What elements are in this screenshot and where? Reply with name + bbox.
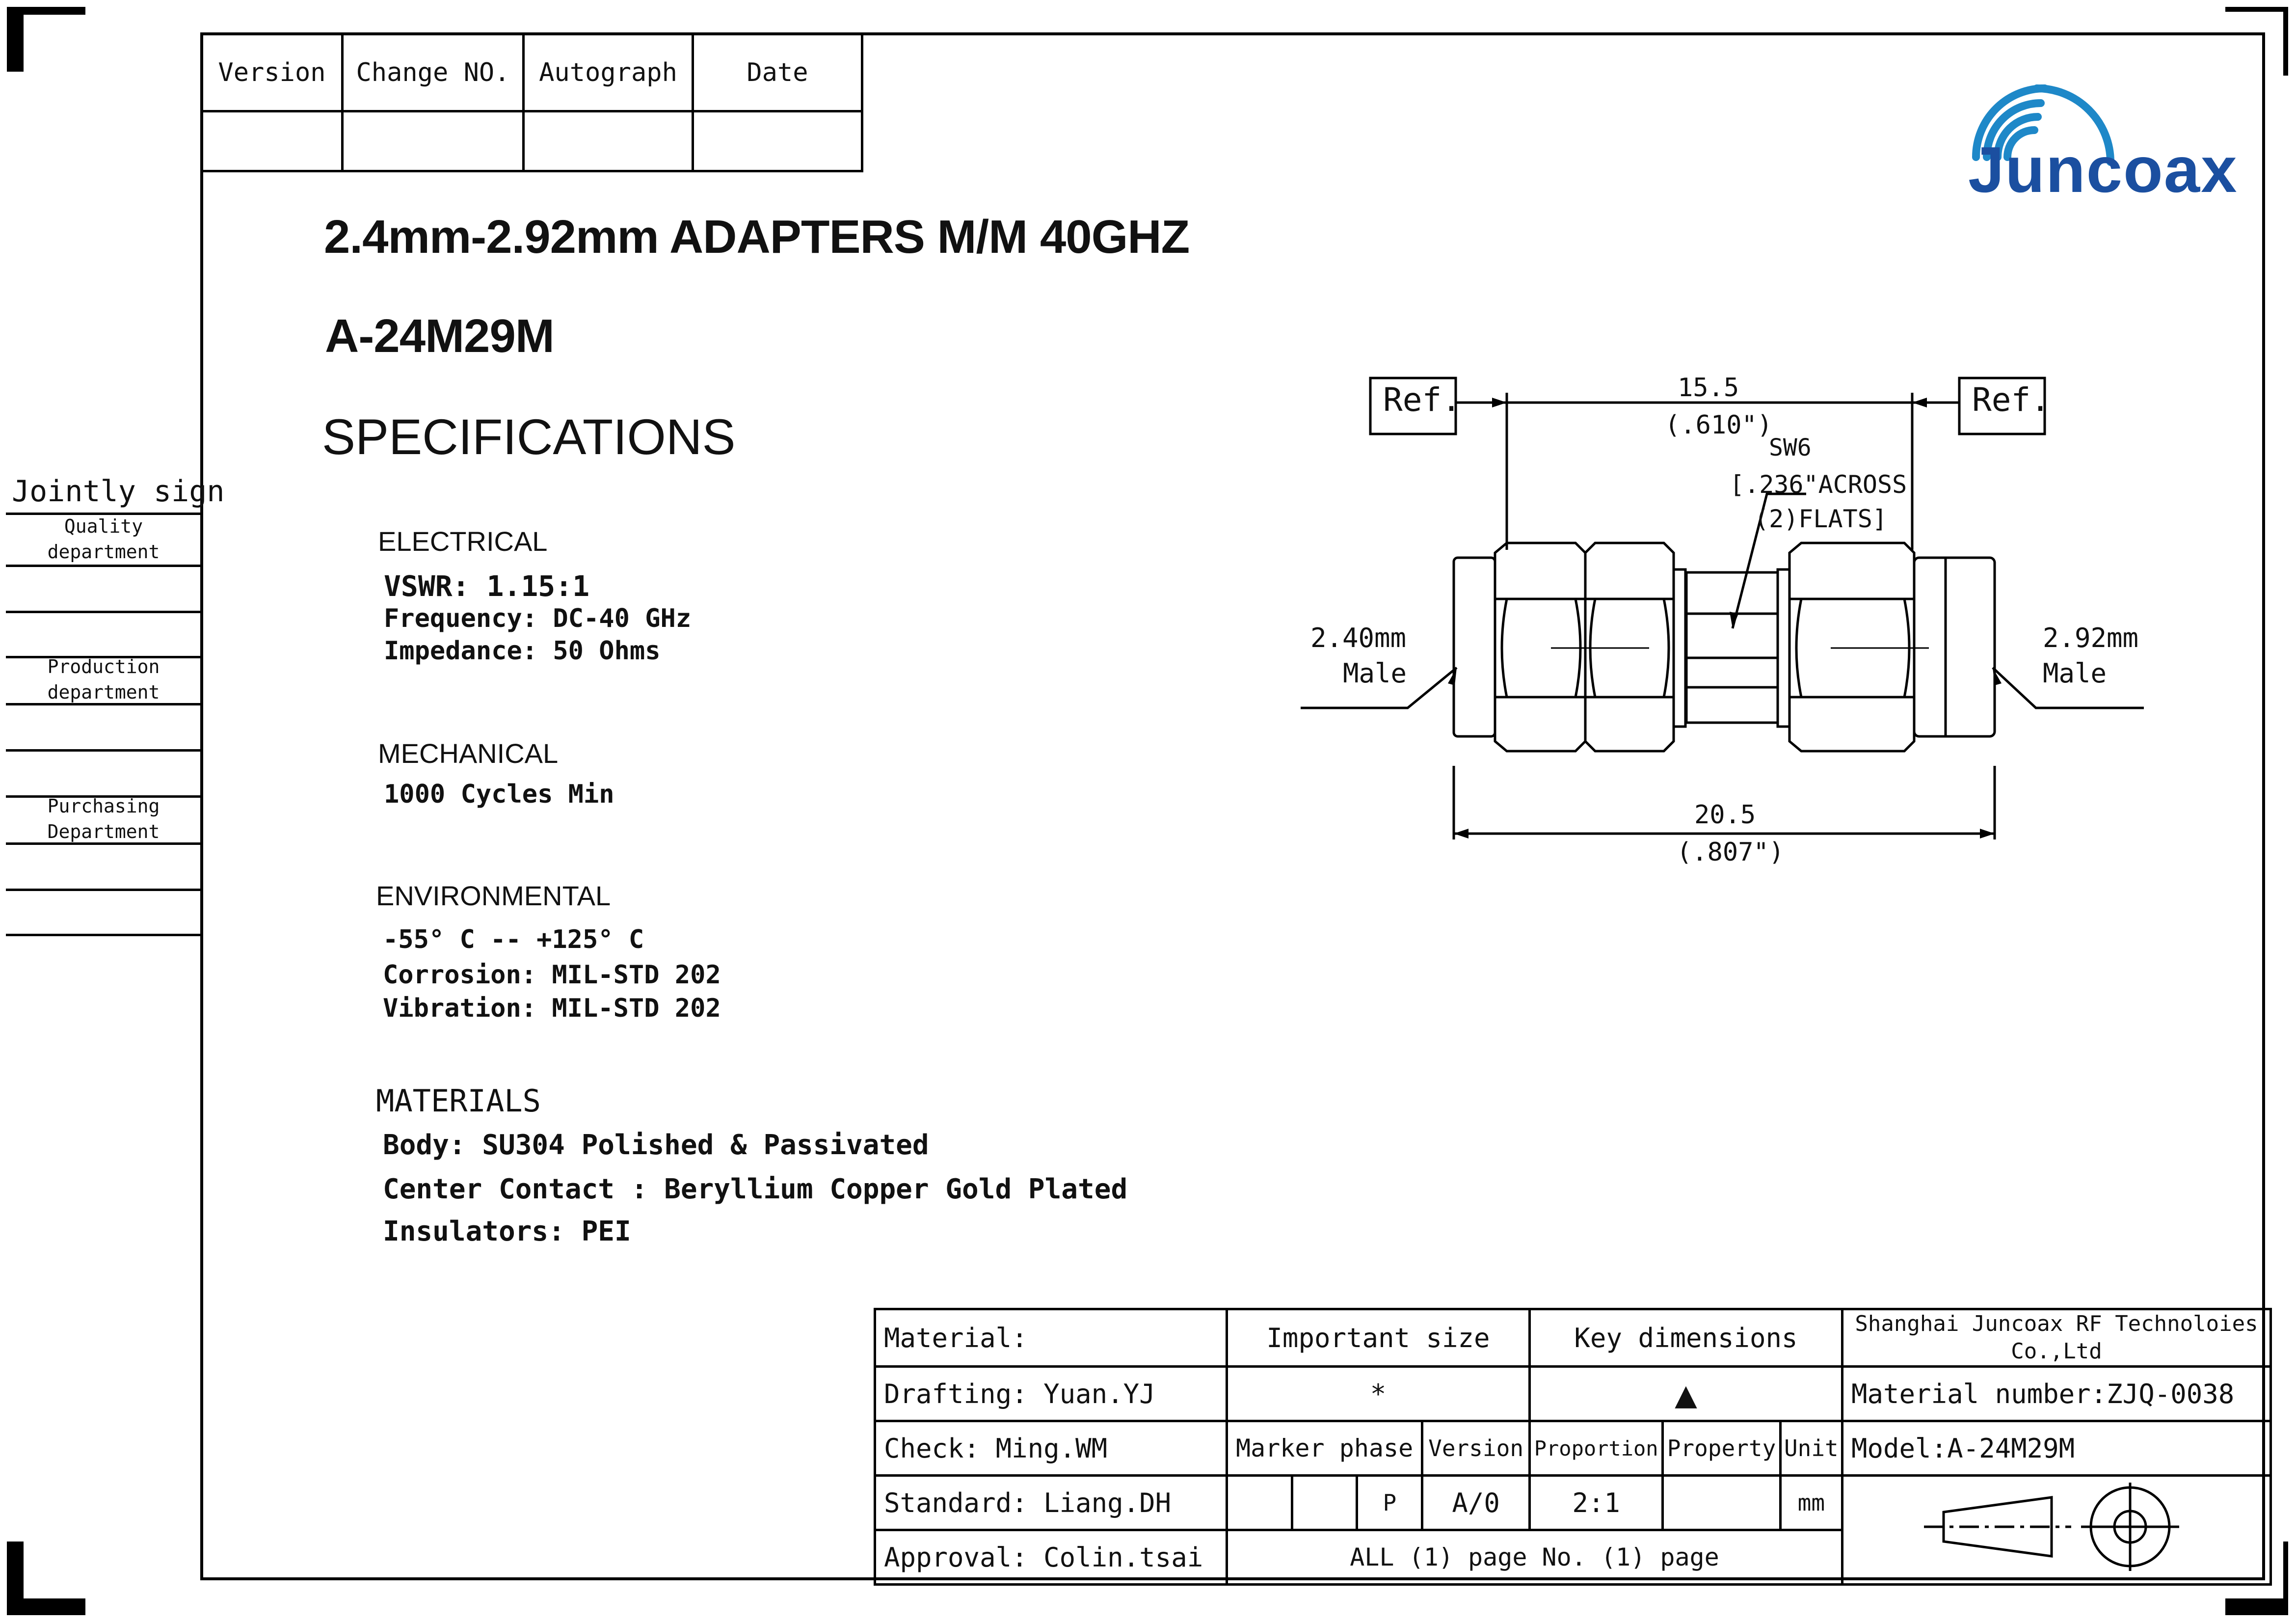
production-department-label (8, 654, 199, 705)
revision-cell (524, 111, 693, 171)
tb-approval: Approval: Colin.tsai (875, 1530, 1227, 1585)
department-line: department (47, 541, 160, 563)
ref-right-label: Ref. (1972, 381, 2050, 419)
tb-proportion-value: 2:1 (1530, 1476, 1663, 1530)
jointly-sign-title: Jointly sign (12, 474, 225, 509)
left-connector-label-1: 2.40mm (1310, 622, 1407, 653)
spec-vibration: Vibration: MIL-STD 202 (383, 994, 721, 1023)
sw-label-1: SW6 (1769, 434, 1812, 461)
department-line: Purchasing (47, 795, 160, 817)
spec-impedance: Impedance: 50 Ohms (384, 636, 661, 666)
purchasing-department-label (8, 793, 199, 844)
spec-body: Body: SU304 Polished & Passivated (383, 1129, 929, 1161)
tb-key-dimensions: Key dimensions (1530, 1309, 1842, 1367)
revision-header-date: Date (693, 34, 862, 111)
materials-heading: MATERIALS (376, 1083, 541, 1119)
spec-vswr: VSWR: 1.15:1 (384, 569, 590, 603)
department-line: Production (47, 656, 160, 677)
part-number: A-24M29M (325, 310, 554, 362)
tb-proportion: Proportion (1530, 1421, 1663, 1476)
left-plug (1454, 558, 1495, 736)
corner-mark-bottom-left-h (7, 1598, 85, 1615)
revision-header-version: Version (202, 34, 343, 111)
specifications-heading: SPECIFICATIONS (322, 409, 736, 465)
mechanical-heading: MECHANICAL (378, 738, 559, 769)
logo-wordmark: Juncoax (1968, 134, 2238, 206)
projection-symbol (1842, 1476, 2271, 1585)
corner-mark-bottom-right-h (2225, 1598, 2288, 1615)
side-divider (6, 889, 200, 891)
triangle-icon: ▲ (1530, 1367, 1842, 1421)
spec-insulators: Insulators: PEI (383, 1216, 631, 1247)
dim-top-in: (.610") (1665, 410, 1773, 440)
spec-cycles: 1000 Cycles Min (384, 780, 614, 809)
department-line: Department (47, 821, 160, 842)
tb-version: Version (1422, 1421, 1530, 1476)
tb-important-size: Important size (1227, 1309, 1530, 1367)
tb-version-value: A/0 (1422, 1476, 1530, 1530)
left-hex-nut (1495, 543, 1585, 751)
projection-symbol-icon (1909, 1478, 2204, 1576)
side-divider (6, 934, 200, 936)
tb-material-number: Material number:ZJQ-0038 (1842, 1367, 2271, 1421)
tb-unit-value: mm (1780, 1476, 1842, 1530)
spec-corrosion: Corrosion: MIL-STD 202 (383, 960, 721, 990)
tb-phase-cell (1227, 1476, 1292, 1530)
corner-mark-top-left-v (7, 7, 24, 72)
revision-cell (693, 111, 862, 171)
revision-cell (202, 111, 343, 171)
tb-marker-phase: Marker phase (1227, 1421, 1422, 1476)
tb-model: Model:A-24M29M (1842, 1421, 2271, 1476)
side-divider (6, 565, 200, 567)
sw-label-3: (2)FLATS] (1754, 505, 1887, 533)
dim-bottom-in: (.807") (1677, 838, 1785, 867)
tb-property: Property (1663, 1421, 1780, 1476)
tb-phase-cell (1292, 1476, 1357, 1530)
left-connector-label-2: Male (1343, 658, 1407, 689)
tb-phase-p: P (1357, 1476, 1422, 1530)
spec-frequency: Frequency: DC-40 GHz (384, 604, 692, 633)
tb-drafting: Drafting: Yuan.YJ (875, 1367, 1227, 1421)
tb-property-value (1663, 1476, 1780, 1530)
juncoax-logo (1963, 59, 2238, 206)
right-connector-label-2: Male (2043, 658, 2107, 689)
side-divider (6, 611, 200, 613)
side-divider (6, 842, 200, 845)
department-line: Quality (64, 515, 143, 537)
side-divider (6, 749, 200, 752)
revision-cell (343, 111, 524, 171)
tb-material: Material: (875, 1309, 1227, 1367)
title-block (874, 1308, 2272, 1586)
tb-star: * (1227, 1367, 1530, 1421)
spec-center-contact: Center Contact : Beryllium Copper Gold Plated (383, 1173, 1128, 1205)
revision-header-autograph: Autograph (524, 34, 693, 111)
electrical-heading: ELECTRICAL (378, 526, 548, 557)
dim-bottom-mm: 20.5 (1694, 800, 1756, 830)
right-connector-label-1: 2.92mm (2043, 622, 2139, 653)
tb-pages: ALL (1) page No. (1) page (1227, 1530, 1842, 1585)
company-line: Shanghai Juncoax RF Technoloies (1855, 1311, 2258, 1336)
right-plug (1914, 558, 1995, 736)
tb-check: Check: Ming.WM (875, 1421, 1227, 1476)
product-title: 2.4mm-2.92mm ADAPTERS M/M 40GHZ (324, 211, 1190, 263)
spec-temperature: -55° C -- +125° C (383, 925, 644, 954)
company-line: Co.,Ltd (2011, 1339, 2102, 1364)
corner-mark-top-right-h (2225, 7, 2288, 12)
quality-department-label (8, 514, 199, 565)
left-hex-nut-2 (1585, 543, 1674, 751)
corner-mark-top-right-v (2283, 7, 2288, 76)
tb-company (1842, 1309, 2271, 1367)
department-line: department (47, 681, 160, 703)
ref-left-label: Ref. (1383, 381, 1461, 419)
sw-label-2: [.236"ACROSS (1730, 470, 1907, 499)
revision-header-change-no: Change NO. (343, 34, 524, 111)
sw6-flats (1686, 572, 1778, 723)
tb-standard: Standard: Liang.DH (875, 1476, 1227, 1530)
environmental-heading: ENVIRONMENTAL (376, 880, 611, 911)
dim-top-mm: 15.5 (1678, 373, 1739, 403)
revision-table (200, 32, 863, 172)
right-hex-nut (1789, 543, 1914, 751)
side-divider (6, 703, 200, 705)
tb-unit: Unit (1780, 1421, 1842, 1476)
